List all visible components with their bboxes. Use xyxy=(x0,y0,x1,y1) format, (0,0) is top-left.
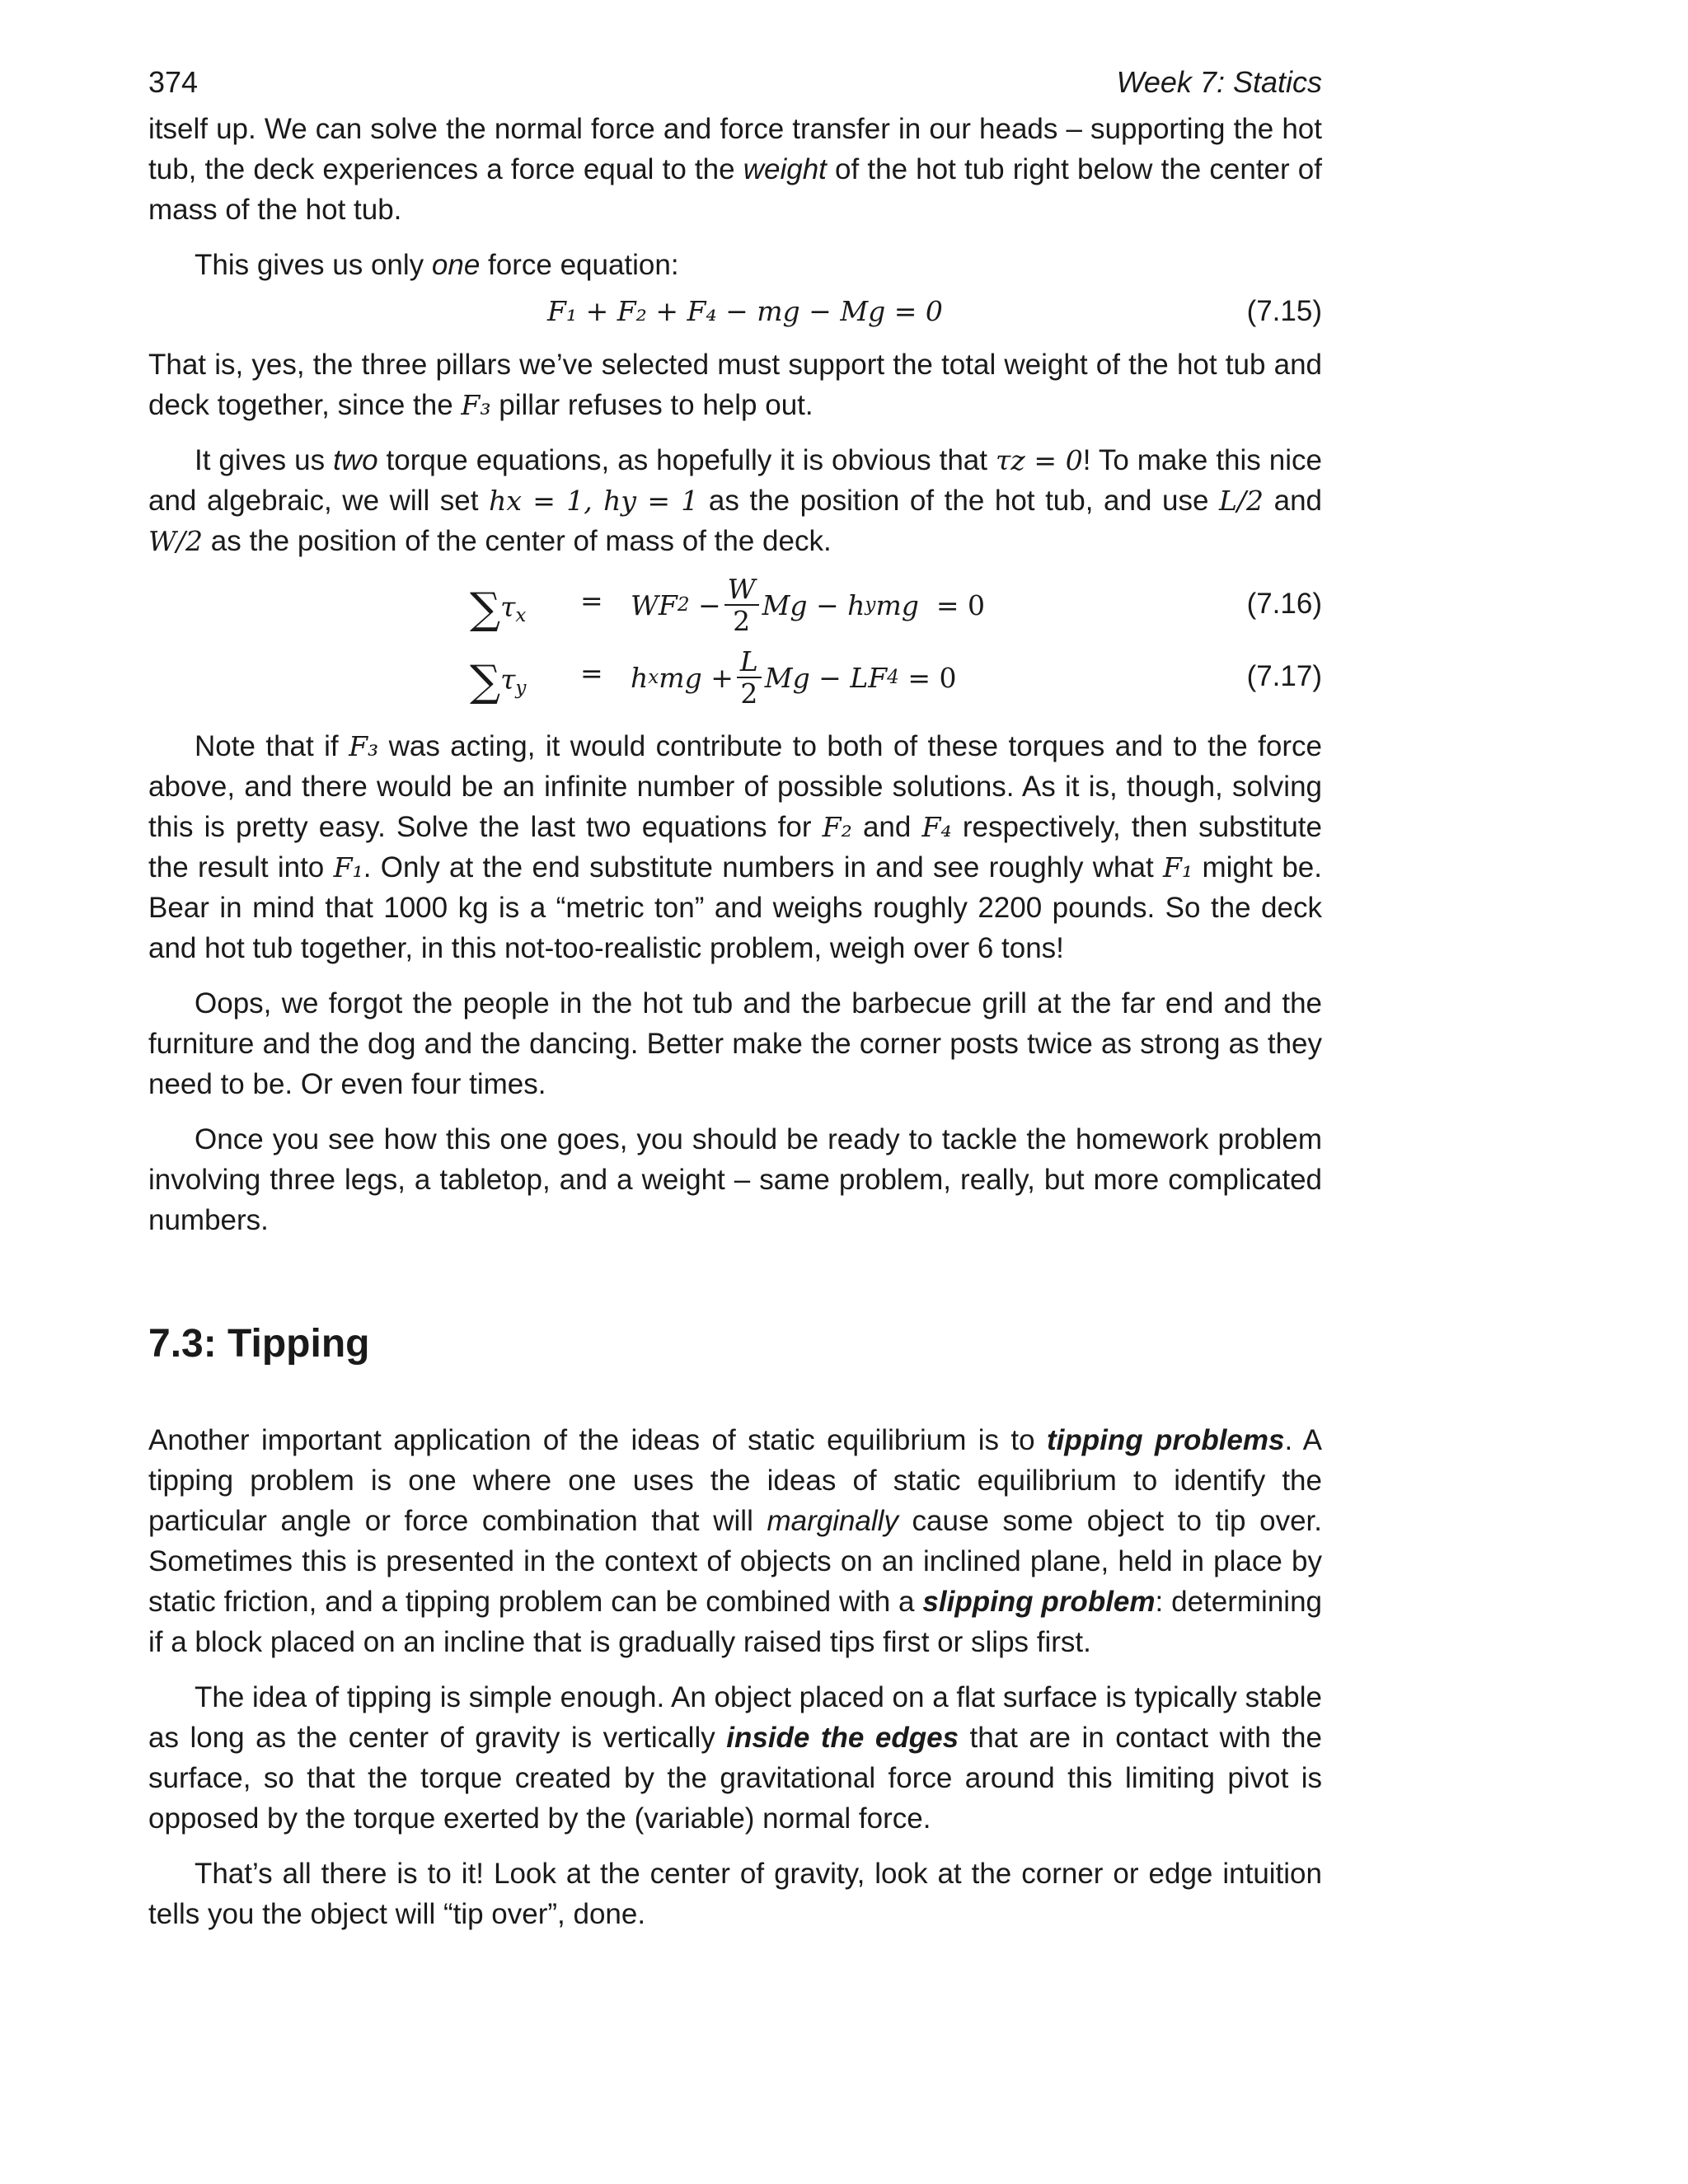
paragraph-3: That is, yes, the three pillars we’ve selected must support the total weight of the hot tub and deck together, since the F₃ pillar refuses to help out. xyxy=(148,349,1322,421)
paragraph-8: Another important application of the ideas of static equilibrium is to tipping problems. A tipping problem is one where one uses the ideas of static equilibrium to identify the particular angle or force combination that will marginally cause some object to tip over. Sometimes this is presented in the context of objects on an inclined plane, held in place by static friction, and a tipping problem can be combined with a slipping problem: determining if a block placed on an incline that is gradually raised tips first or slips first. xyxy=(148,1424,1322,1658)
paragraph-9: The idea of tipping is simple enough. An object placed on a flat surface is typically stable as long as the center of gravity is vertically inside the edges that are in contact with the surface, so that the torque created by the gravitational force around this limiting pivot is opposed by the torque exerted by the (variable) normal force. xyxy=(148,1681,1322,1835)
torque-y-sum: $\sum\tau_y$ xyxy=(470,657,527,706)
torque-x-sum: $\sum\tau_x$ xyxy=(470,584,527,634)
running-header xyxy=(148,63,1322,109)
equation-7-17: $\sum\tau_y$ = h x mg + $\frac{L}{2}$ Mg − LF 4 = 0 (7.17) xyxy=(148,642,1322,713)
equation-7-15 xyxy=(148,285,1322,344)
section-heading: 7.3: Tipping xyxy=(148,1322,370,1366)
paragraph-4: It gives us two torque equations, as hopefully it is obvious that τz = 0! To make this nice and algebraic, we will set hx = 1, hy = 1 as the position of the hot tub, and use L/2 and W/2 as the position of the center of mass of the deck. xyxy=(148,444,1323,557)
paragraph-6: Oops, we forgot the people in the hot tub and the barbecue grill at the far end and the furniture and the dog and the dancing. Better make the corner posts twice as strong as they need to be. Or even four times. xyxy=(148,987,1322,1100)
equation-7-16: $\sum\tau_x$ = WF 2 − $\frac{W}{2}$ Mg − h y mg = 0 (7.16) xyxy=(148,569,1322,640)
paragraph-2: This gives us only one force equation: xyxy=(195,249,679,281)
equation-7-16-rhs: WF 2 − $\frac{W}{2}$ Mg − h y mg = 0 xyxy=(631,573,986,637)
equation-7-16-tag: (7.16) xyxy=(1246,588,1322,620)
paragraph-7: Once you see how this one goes, you should be ready to tackle the homework problem involving three legs, a tabletop, and a weight – same problem, really, but more complicated numbers. xyxy=(148,1123,1322,1236)
equation-7-17-rhs: h x mg + $\frac{L}{2}$ Mg − LF 4 = 0 xyxy=(631,645,957,710)
equation-7-15-tag: (7.15) xyxy=(1246,295,1322,327)
page xyxy=(148,63,1322,1934)
paragraph-10: That’s all there is to it! Look at the center of gravity, look at the corner or edge intuition tells you the object will “tip over”, done. xyxy=(148,1858,1322,1930)
paragraph-1: itself up. We can solve the normal force and force transfer in our heads – supporting the hot tub, the deck experiences a force equal to the weight of the hot tub right below the center of mass of the hot tub. xyxy=(148,113,1322,226)
equation-array-torques xyxy=(148,569,1322,718)
equation-7-17-tag: (7.17) xyxy=(1246,660,1322,692)
equation-7-15-body: F₁ + F₂ + F₄ − mg − Mg = 0 xyxy=(547,295,943,327)
page-number: 374 xyxy=(148,65,199,99)
paragraph-5: Note that if F₃ was acting, it would contribute to both of these torques and to the force above, and there would be an infinite number of possible solutions. As it is, though, solving this is pretty easy. Solve the last two equations for F₂ and F₄ respectively, then substitute the result into F₁. Only at the end substitute numbers in and see roughly what F₁ might be. Bear in mind that 1000 kg is a “metric ton” and weighs roughly 2200 pounds. So the deck and hot tub together, in this not-too-realistic problem, weigh over 6 tons! xyxy=(148,730,1322,964)
running-title: Week 7: Statics xyxy=(1116,65,1322,99)
